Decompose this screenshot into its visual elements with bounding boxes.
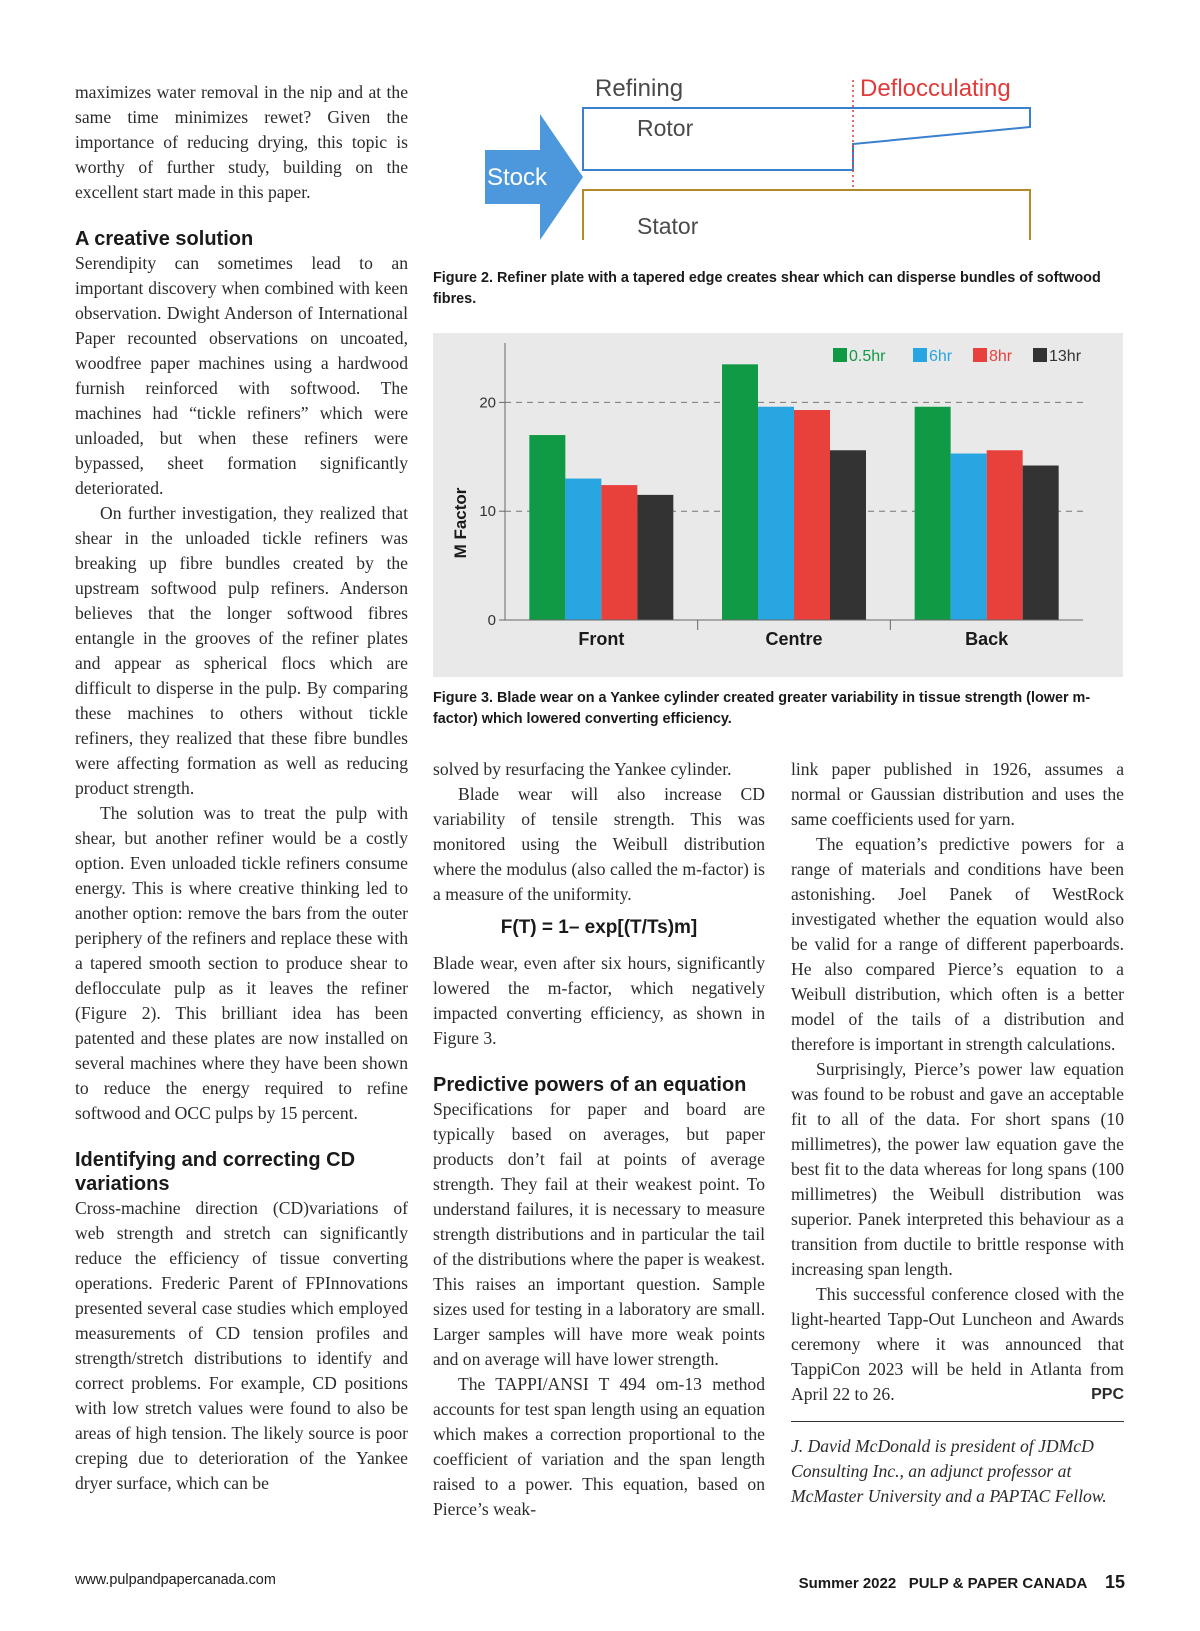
page-number: 15 [1104,1572,1125,1592]
label-rotor: Rotor [637,115,694,141]
bar-front-8hr [601,485,637,620]
legend-swatch [833,348,847,362]
paragraph: Serendipity can sometimes lead to an important discovery when combined with keen observation. Dwight Anderson of International Paper recounted observations on uncoated, woodfree paper machines using a hardwood furnish reinforced with softwood. The machines had “tickle refiners” which were unloaded, but when these refiners were bypassed, sheet formation significantly deteriorated. [75,253,408,498]
label-stator: Stator [637,213,699,239]
ppc-end-mark: PPC [1091,1386,1124,1403]
legend-label: 6hr [929,348,953,365]
closing-text: This successful conference closed with the light-hearted Tapp-Out Luncheon and Awards ceremony where it was announced that TappiCon 2023 will be held in Atlanta from April 22 to 26. [791,1284,1124,1404]
label-refining: Refining [595,75,684,102]
paragraph: Surprisingly, Pierce’s power law equation was found to be robust and gave an acceptable fit to all of the data. For short spans (10 millimetres), the power law equation gave the best fit to the data whereas for long spans (100 millimetres) the Weibull distribution was superior. Panek interpreted this behaviour as a transition from ductile to brittle response with increasing span length. [791,1059,1124,1279]
footer-issue-info [799,1572,1125,1593]
footer-issue: Summer 2022 [798,1575,897,1592]
figure-3-caption: Figure 3. Blade wear on a Yankee cylinder created greater variability in tissue strength (lower m-factor) which lowered converting efficiency. [433,690,1091,727]
paragraph: The TAPPI/ANSI T 494 om-13 method accounts for test span length using an equation which makes a correction proportional to the coefficient of variation and the span length raised to a power. This equation, based on Pierce’s weak- [433,1374,765,1519]
author-bio-box [791,1421,1124,1509]
bar-front-0_5hr [529,435,565,620]
legend-swatch [973,348,987,362]
paragraph: The solution was to treat the pulp with shear, but another refiner would be a costly option. Even unloaded tickle refiners consume energy. This is where creative thinking led to another option: remove the bars from the outer periphery of the refiners and replace these with a tapered smooth section to produce shear to deflocculate pulp as it leaves the refiner (Figure 2). This brilliant idea has been patented and these plates are now installed on several machines where they have been shown to reduce the energy required to refine softwood and OCC pulps by 15 percent. [75,803,408,1123]
bar-back-6hr [951,454,987,620]
column-3 [791,757,1124,1509]
y-tick-label: 0 [487,612,496,629]
label-deflocculating: Deflocculating [860,75,1011,102]
paragraph: link paper published in 1926, assumes a normal or Gaussian distribution and uses the same coefficients used for yarn. [791,759,1124,829]
bar-back-13hr [1023,466,1059,620]
legend-label: 13hr [1049,348,1082,365]
bar-centre-0_5hr [722,364,758,620]
y-tick-label: 10 [479,503,496,521]
legend-label: 0.5hr [849,348,886,365]
paragraph: Cross-machine direction (CD)variations of web strength and stretch can significantly reduce the efficiency of tissue converting operations. Frederic Parent of FPInnovations presented several case studies which employed measurements of CD tension profiles and strength/stretch distributions to identify and correct problems. For example, CD positions with low stretch values were found to also be areas of high tension. The likely source is poor creping due to deterioration of the Yankee dryer surface, which can be [75,1198,408,1493]
paragraph: solved by resurfacing the Yankee cylinder. [433,759,732,779]
bar-back-8hr [987,450,1023,620]
x-tick-label: Back [965,629,1009,649]
footer-url: www.pulpandpapercanada.com [75,1572,276,1588]
figure-2-refiner-diagram [485,70,1045,240]
paragraph-closing [791,1282,1124,1407]
weibull-equation: F(T) = 1– exp[(T/Ts)m] [500,917,698,938]
paragraph: The equation’s predictive powers for a range of materials and conditions have been astonishing. Joel Panek of WestRock investigated whether the equation would also be valid for a range of different paperboards. He also compared Pierce’s equation to a Weibull distribution, which often is a better model of the tails of a distribution and therefore is important in strength calculations. [791,834,1124,1054]
heading-creative-solution: A creative solution [75,228,254,250]
legend-swatch [1033,348,1047,362]
author-bio: J. David McDonald is president of JDMcD Consulting Inc., an adjunct professor at McMaster University and a PAPTAC Fellow. [791,1436,1107,1506]
bar-front-6hr [565,479,601,620]
bar-centre-13hr [830,450,866,620]
figure-2-caption: Figure 2. Refiner plate with a tapered edge creates shear which can disperse bundles of softwood fibres. [433,270,1101,307]
column-1 [75,80,408,1496]
y-axis-label: M Factor [451,487,470,559]
paragraph: Blade wear will also increase CD variability of tensile strength. This was monitored using the Weibull distribution where the modulus (also called the m-factor) is a measure of the uniformity. [433,784,765,904]
paragraph: maximizes water removal in the nip and at the same time minimizes rewet? Given the importance of reducing drying, this topic is worthy of further study, building on the excellent start made in this paper. [75,82,408,202]
y-tick-label: 20 [479,394,496,412]
bar-centre-8hr [794,410,830,620]
bar-back-0_5hr [915,407,951,620]
legend-label: 8hr [989,348,1013,365]
paragraph: Specifications for paper and board are typically based on averages, but paper products don’t fail at points of average strength. They fail at their weakest point. To understand failures, it is necessary to measure strength distributions and in particular the tail of the distributions where the paper is weakest. This raises an important question. Sample sizes used for testing in a laboratory are small. Larger samples will have more weak points and on average will have lower strength. [433,1099,765,1369]
x-tick-label: Centre [765,629,823,649]
column-2 [433,757,765,1522]
legend-swatch [913,348,927,362]
paragraph: Blade wear, even after six hours, significantly lowered the m-factor, which negatively impacted converting efficiency, as shown in Figure 3. [433,953,765,1048]
heading-predictive-powers: Predictive powers of an equation [433,1074,747,1096]
figure-3-chart [433,333,1123,677]
bar-centre-6hr [758,407,794,620]
paragraph: On further investigation, they realized that shear in the unloaded tickle refiners was breaking up fibre bundles created by the upstream softwood pulp refiners. Anderson believes that the longer softwood fibres entangle in the grooves of the refiner plates and appear as spherical flocs which are difficult to disperse in the pulp. By comparing these machines to others without tickle refiners, they realized that these fibre bundles were affecting formation as well as reducing product strength. [75,503,408,798]
label-stock: Stock [487,164,548,191]
bar-front-13hr [637,495,673,620]
x-tick-label: Front [578,629,625,649]
heading-cd-variations: Identifying and correcting CD variations [75,1149,356,1195]
footer-magazine: PULP & PAPER CANADA [908,1575,1087,1592]
